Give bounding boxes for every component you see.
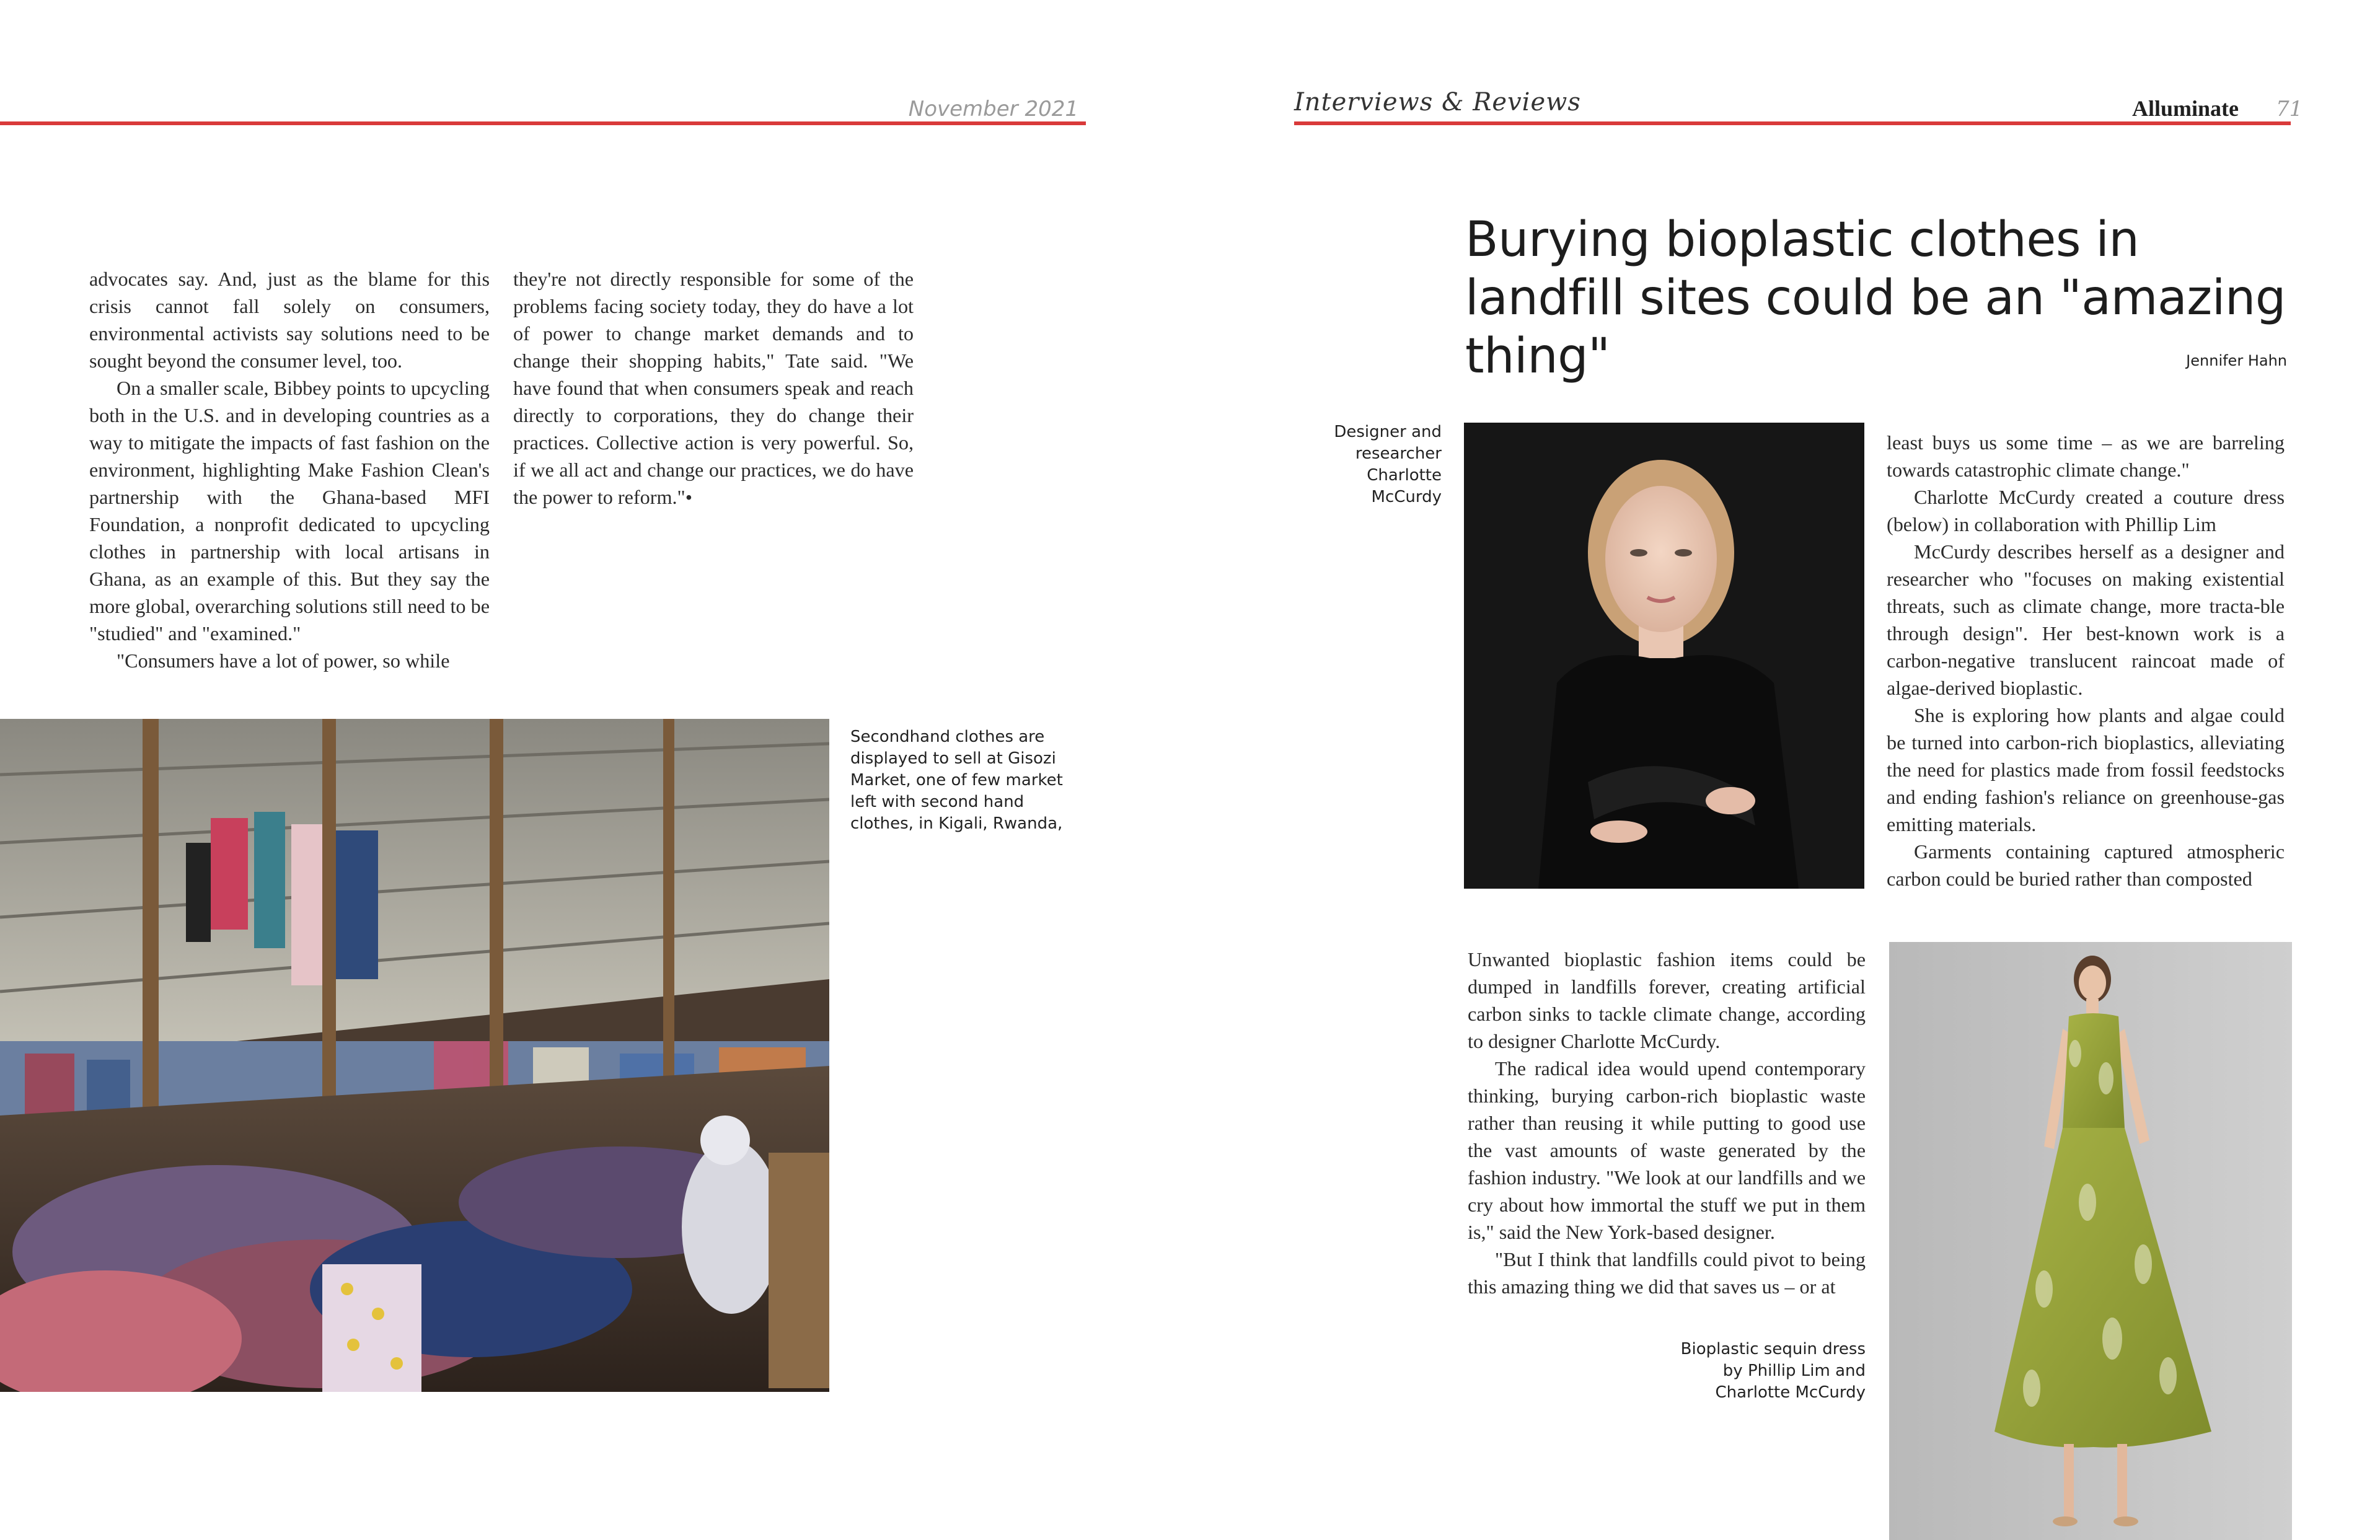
right-column-bottom (1468, 946, 1866, 1300)
article-headline: Burying bioplastic clothes in landfill sites could be an "amazing thing" (1465, 212, 2286, 384)
market-photo-caption: Secondhand clothes are displayed to sell at Gisozi Market, one of few market left with second hand clothes, in Kigali, Rwanda, (850, 728, 1063, 833)
paragraph: "Consumers have a lot of power, so while (117, 649, 450, 672)
page-number: 71 (2276, 97, 2303, 121)
dress-photo (1889, 942, 2292, 1540)
issue-date: November 2021 (908, 97, 1078, 121)
dress-photo-caption: Bioplastic sequin dress by Phillip Lim and Charlotte McCurdy (1680, 1340, 1866, 1402)
clothes-market-photo (0, 719, 829, 1392)
section-title: Interviews & Reviews (1294, 88, 1581, 117)
paragraph: On a smaller scale, Bibbey points to upcycling both in the U.S. and in developing countries as a way to mitigate the impacts of fast fashion on the environment, highlighting Make Fashion Clean's partnership with the Ghana-based MFI Foundation, a nonprofit dedicated to upcycling clothes in partnership with local artisans in Ghana, as an example of this. But they say the more global, overarching solutions still need to be "studied" and "examined." (89, 377, 490, 645)
portrait-photo (1464, 423, 1864, 889)
paragraph: least buys us some time – as we are barreling towards catastrophic climate change." (1887, 431, 2285, 481)
header-rule-left (0, 121, 1086, 125)
byline: Jennifer Hahn (2186, 352, 2287, 369)
left-column-1 (89, 265, 490, 674)
portrait-caption: Designer and researcher Charlotte McCurdy (1334, 423, 1442, 506)
paragraph: She is exploring how plants and algae could be turned into carbon-rich bioplastics, alleviating the need for plastics made from fossil feedstocks and ending fashion's reliance on greenhouse-gas emitting materials. (1887, 704, 2285, 835)
paragraph: "But I think that landfills could pivot to being this amazing thing we did that saves us – or at (1468, 1248, 1866, 1298)
paragraph: Unwanted bioplastic fashion items could be dumped in landfills forever, creating artificial carbon sinks to tackle climate change, according to designer Charlotte McCurdy. (1468, 948, 1866, 1052)
left-column-2 (513, 265, 914, 511)
header-rule-right (1294, 121, 2291, 125)
paragraph: Garments containing captured atmospheric carbon could be buried rather than composted (1887, 840, 2285, 890)
paragraph: McCurdy describes herself as a designer and researcher who "focuses on making existential threats, such as climate change, more tracta-ble through design". Her best-known work is a carbon-negative translucent raincoat made of algae-derived bioplastic. (1887, 540, 2285, 699)
paragraph: Charlotte McCurdy created a couture dress (below) in collaboration with Phillip Lim (1887, 486, 2285, 535)
magazine-name: Alluminate (2132, 96, 2239, 121)
paragraph: advocates say. And, just as the blame for this crisis cannot fall solely on consumers, environmental activists say solutions need to be sought beyond the consumer level, too. (89, 268, 490, 372)
paragraph: they're not directly responsible for some of the problems facing society today, they do have a lot of power to change market demands and to change their shopping habits," Tate said. "We have found that when consumers speak and reach directly to corporations, they do change their practices. Collective action is very powerful. So, if we all act and change our practices, we do have the power to reform."• (513, 268, 914, 508)
right-column-top (1887, 429, 2285, 892)
paragraph: The radical idea would upend contemporary thinking, burying carbon-rich bioplastic waste rather than reusing it while putting to good use the vast amounts of waste generated by the fashion industry. "We look at our landfills and we cry about how immortal the stuff we put in them is," said the New York-based designer. (1468, 1057, 1866, 1243)
